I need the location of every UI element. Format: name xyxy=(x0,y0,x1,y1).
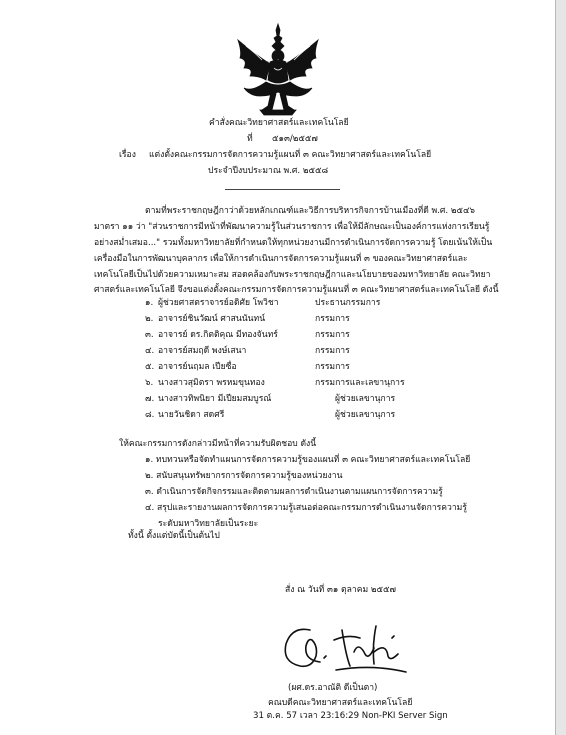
member-role: กรรมการ xyxy=(315,346,350,356)
order-number-label: ที่ xyxy=(247,134,253,144)
order-date: สั่ง ณ วันที่ ๓๑ ตุลาคม ๒๕๕๗ xyxy=(285,585,396,595)
member-number: ๔. xyxy=(145,346,155,356)
duty-item: ๔. สรุปและรายงานผลการจัดการความรู้เสนอต่อคณะกรรมการดำเนินงานจัดการความรู้ xyxy=(145,503,467,513)
member-role: ประธานกรรมการ xyxy=(315,298,381,308)
paragraph-line: เทคโนโลยีเป็นไปด้วยความเหมาะสม สอดคล้องกับพระราชกฤษฎีกาและนโยบายของมหาวิทยาลัย คณะวิทยา xyxy=(94,270,491,280)
member-role: กรรมการและเลขานุการ xyxy=(315,378,405,388)
member-name: ผู้ช่วยศาสตราจารย์อดิศัย โพวิชา xyxy=(158,298,279,308)
member-name: อาจารย์ ดร.กิตติคุณ มีทองจันทร์ xyxy=(158,330,278,340)
duty-item: ๓. ดำเนินการจัดกิจกรรมและติดตามผลการดำเนินงานตามแผนการจัดการความรู้ xyxy=(145,487,443,497)
paragraph-line: มาตรา ๑๑ ว่า "ส่วนราชการมีหน้าที่พัฒนาความรู้ในส่วนราชการ เพื่อให้มีลักษณะเป็นองค์การแห่งการเรียนรู้ xyxy=(94,222,490,232)
subject-text: แต่งตั้งคณะกรรมการจัดการความรู้แผนที่ ๓ คณะวิทยาศาสตร์และเทคโนโลยี xyxy=(149,150,432,160)
member-name: อาจารย์สมฤดี พงษ์เสนา xyxy=(158,346,247,356)
paragraph-line: อย่างสม่ำเสมอ..." รวมทั้งมหาวิทยาลัยที่กำหนดให้ทุกหน่วยงานมีการดำเนินการจัดการความรู้ โดยเน้นให้เป็น xyxy=(94,238,493,248)
garuda-emblem-icon xyxy=(232,22,324,117)
member-role: กรรมการ xyxy=(315,314,350,324)
member-number: ๗. xyxy=(145,394,155,404)
member-role: กรรมการ xyxy=(315,330,350,340)
member-name: นายวันชิดา สดศรี xyxy=(158,410,225,420)
member-number: ๓. xyxy=(145,330,154,340)
order-number: ๕๑๓/๒๕๕๗ xyxy=(272,134,318,144)
signer-title: คณบดีคณะวิทยาศาสตร์และเทคโนโลยี xyxy=(268,698,413,708)
member-number: ๘. xyxy=(145,410,155,420)
member-name: อาจารย์นฤมล เปียซื่อ xyxy=(158,362,237,372)
order-title: คำสั่งคณะวิทยาศาสตร์และเทคโนโลยี xyxy=(209,118,349,128)
paragraph-line: ศาสตร์และเทคโนโลยี จึงขอแต่งตั้งคณะกรรมการจัดการความรู้แผนที่ ๓ คณะวิทยาศาสตร์และเทคโนโลยี ดังนี้ xyxy=(94,285,499,295)
effective-statement: ทั้งนี้ ตั้งแต่บัดนี้เป็นต้นไป xyxy=(128,531,220,541)
member-name: นางสาวสุมิตรา พรหมขุนทอง xyxy=(158,378,265,388)
member-role: ผู้ช่วยเลขานุการ xyxy=(335,410,396,420)
duties-intro: ให้คณะกรรมการดังกล่าวมีหน้าที่ความรับผิดชอบ ดังนี้ xyxy=(119,439,317,449)
paragraph-line: ตามที่พระราชกฤษฎีกาว่าด้วยหลักเกณฑ์และวิธีการบริหารกิจการบ้านเมืองที่ดี พ.ศ. ๒๕๔๖ xyxy=(145,206,475,216)
fiscal-year: ประจำปีงบประมาณ พ.ศ. ๒๕๕๘ xyxy=(208,166,329,176)
member-number: ๕. xyxy=(145,362,155,372)
duty-item: ๑. ทบทวนหรือจัดทำแผนการจัดการความรู้ของแผนที่ ๓ คณะวิทยาศาสตร์และเทคโนโลยี xyxy=(145,455,471,465)
member-number: ๑. xyxy=(145,298,154,308)
server-sign-stamp: 31 ต.ค. 57 เวลา 23:16:29 Non-PKI Server Sign xyxy=(253,711,448,721)
header-divider xyxy=(225,189,340,190)
member-name: อาจารย์ชินวัฒน์ ศาสนนันทน์ xyxy=(158,314,266,324)
duty-item-continued: ระดับมหาวิทยาลัยเป็นระยะ xyxy=(158,519,259,529)
duty-item: ๒. สนับสนุนทรัพยากรการจัดการความรู้ของหน่วยงาน xyxy=(145,471,343,481)
member-number: ๖. xyxy=(145,378,154,388)
paragraph-line: เครื่องมือในการพัฒนาบุคลากร เพื่อให้การดำเนินการจัดการความรู้แผนที่ ๓ ของคณะวิทยาศาสตร์และ xyxy=(94,254,468,264)
member-role: กรรมการ xyxy=(315,362,350,372)
signer-name: (ผศ.ดร.อาณัติ ดีเป็นตา) xyxy=(288,683,378,693)
page-edge xyxy=(556,0,566,735)
subject-label: เรื่อง xyxy=(119,150,136,160)
member-role: ผู้ช่วยเลขานุการ xyxy=(335,394,396,404)
member-name: นางสาวทิพนิยา มีเปียมสมบูรณ์ xyxy=(158,394,272,404)
member-number: ๒. xyxy=(145,314,154,324)
handwritten-signature xyxy=(276,616,426,686)
